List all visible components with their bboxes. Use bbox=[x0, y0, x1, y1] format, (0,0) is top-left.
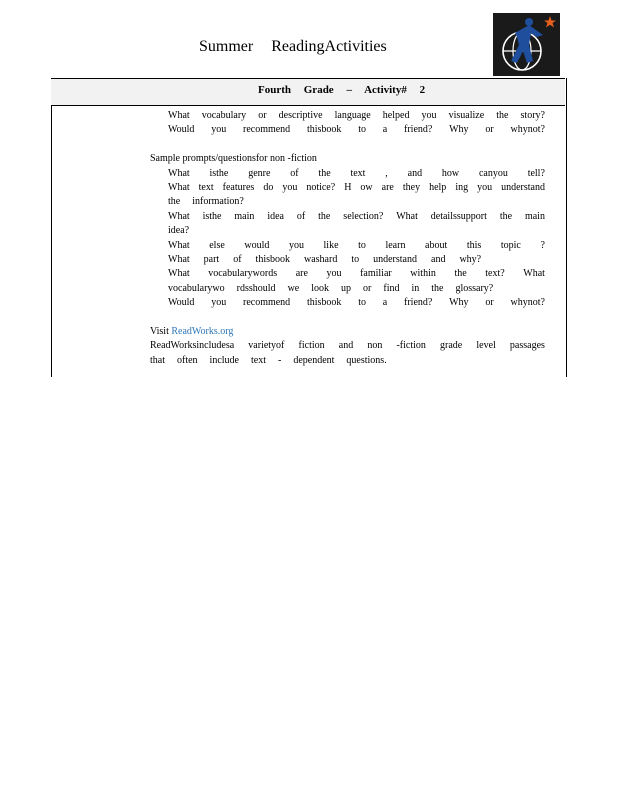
readworks-link[interactable]: ReadWorks.org bbox=[171, 325, 234, 337]
list-item-line: Would you recommend thisbook to a friend? Why or whynot? bbox=[168, 124, 545, 136]
list-item-line: What vocabularywords are you familiar within the text? What bbox=[168, 268, 545, 280]
list-item bbox=[150, 267, 545, 296]
list-item-line: What vocabulary or descriptive language helped you visualize the story? bbox=[168, 110, 545, 121]
section-fiction-questions bbox=[150, 109, 545, 138]
activity-header: Fourth Grade – Activity# 2 bbox=[258, 84, 426, 96]
visit-line bbox=[150, 325, 545, 339]
section-nonfiction-questions bbox=[150, 167, 545, 311]
list-item-line: What isthe genre of the text , and how canyou tell? bbox=[168, 167, 545, 179]
list-item-line: vocabularywo rdsshould we look up or find in the glossary? bbox=[168, 282, 494, 294]
list-item-line: What isthe main idea of the selection? What detailssupport the main bbox=[168, 210, 545, 222]
document-title: Summer ReadingActivities bbox=[199, 38, 387, 55]
list-item-line: What text features do you notice? H ow are they help ing you understand bbox=[168, 181, 545, 193]
list-item bbox=[150, 253, 545, 267]
list-item-line: the information? bbox=[168, 196, 244, 208]
closing-line: ReadWorksincludesa varietyof fiction and non -fiction grade level passages bbox=[150, 340, 545, 352]
list-item-line: What part of thisbook washard to understand and why? bbox=[168, 253, 482, 265]
list-item bbox=[150, 296, 545, 310]
list-item bbox=[150, 239, 545, 253]
reading-logo-icon bbox=[493, 13, 560, 76]
list-item bbox=[150, 109, 545, 123]
list-item bbox=[150, 123, 545, 137]
closing-paragraph bbox=[150, 339, 545, 368]
list-item-line: What else would you like to learn about this topic ? bbox=[168, 239, 545, 251]
list-item bbox=[150, 210, 545, 239]
list-item-line: idea? bbox=[168, 225, 190, 237]
activity-content bbox=[150, 109, 545, 368]
visit-label: Visit bbox=[150, 325, 169, 337]
closing-line: that often include text - dependent questions. bbox=[150, 354, 387, 366]
list-item bbox=[150, 167, 545, 181]
list-item-line: Would you recommend thisbook to a friend? Why or whynot? bbox=[168, 297, 545, 309]
nonfiction-prompts-title: Sample prompts/questionsfor non -fiction bbox=[150, 153, 317, 165]
list-item bbox=[150, 181, 545, 210]
